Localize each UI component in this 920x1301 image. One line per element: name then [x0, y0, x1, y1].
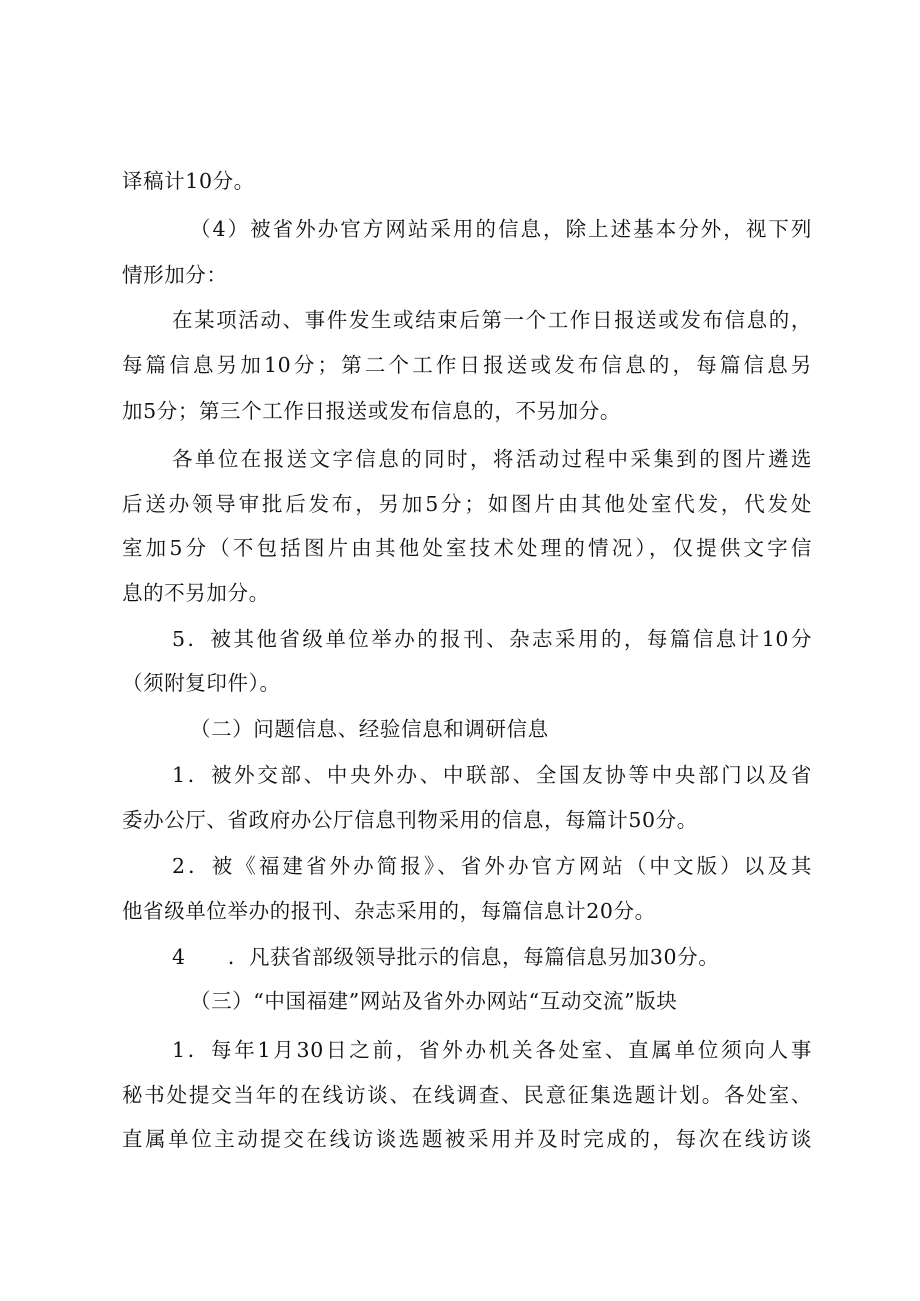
text-line: 各单位在报送文字信息的同时，将活动过程中采集到的图片遴选 [172, 447, 812, 471]
text-line: 译稿计10分。 [122, 169, 255, 193]
text-line: 4 ．凡获省部级领导批示的信息，每篇信息另加30分。 [172, 945, 720, 969]
text-line: 他省级单位举办的报刊、杂志采用的，每篇信息计20分。 [122, 899, 656, 923]
text-line: 加5分；第三个工作日报送或发布信息的，不另加分。 [122, 399, 621, 423]
text-line: （4）被省外办官方网站采用的信息，除上述基本分外，视下列 [190, 217, 812, 241]
text-line: 5．被其他省级单位举办的报刊、杂志采用的，每篇信息计10分 [172, 627, 812, 651]
text-line: 室加5分（不包括图片由其他处室技术处理的情况），仅提供文字信 [122, 536, 812, 560]
text-line: （须附复印件）。 [122, 671, 281, 695]
text-line: 每篇信息另加10分；第二个工作日报送或发布信息的，每篇信息另 [122, 353, 812, 377]
section-heading: （三）“中国福建”网站及省外办网站“互动交流”版块 [190, 989, 678, 1013]
text-line: 委办公厅、省政府办公厅信息刊物采用的信息，每篇计50分。 [122, 808, 698, 832]
text-line: 在某项活动、事件发生或结束后第一个工作日报送或发布信息的， [172, 308, 812, 332]
text-line: 情形加分： [122, 263, 228, 287]
text-line: 秘书处提交当年的在线访谈、在线调查、民意征集选题计划。各处室、 [122, 1083, 812, 1107]
text-line: 1．被外交部、中央外办、中联部、全国友协等中央部门以及省 [172, 763, 812, 787]
text-line: 息的不另加分。 [122, 581, 270, 605]
section-heading: （二）问题信息、经验信息和调研信息 [190, 717, 549, 741]
text-line: 后送办领导审批后发布，另加5分；如图片由其他处室代发，代发处 [122, 492, 812, 516]
text-line: 2．被《福建省外办简报》、省外办官方网站（中文版）以及其 [172, 854, 812, 878]
text-line: 直属单位主动提交在线访谈选题被采用并及时完成的，每次在线访谈 [122, 1127, 812, 1151]
text-line: 1．每年1月30日之前，省外办机关各处室、直属单位须向人事 [172, 1038, 812, 1062]
